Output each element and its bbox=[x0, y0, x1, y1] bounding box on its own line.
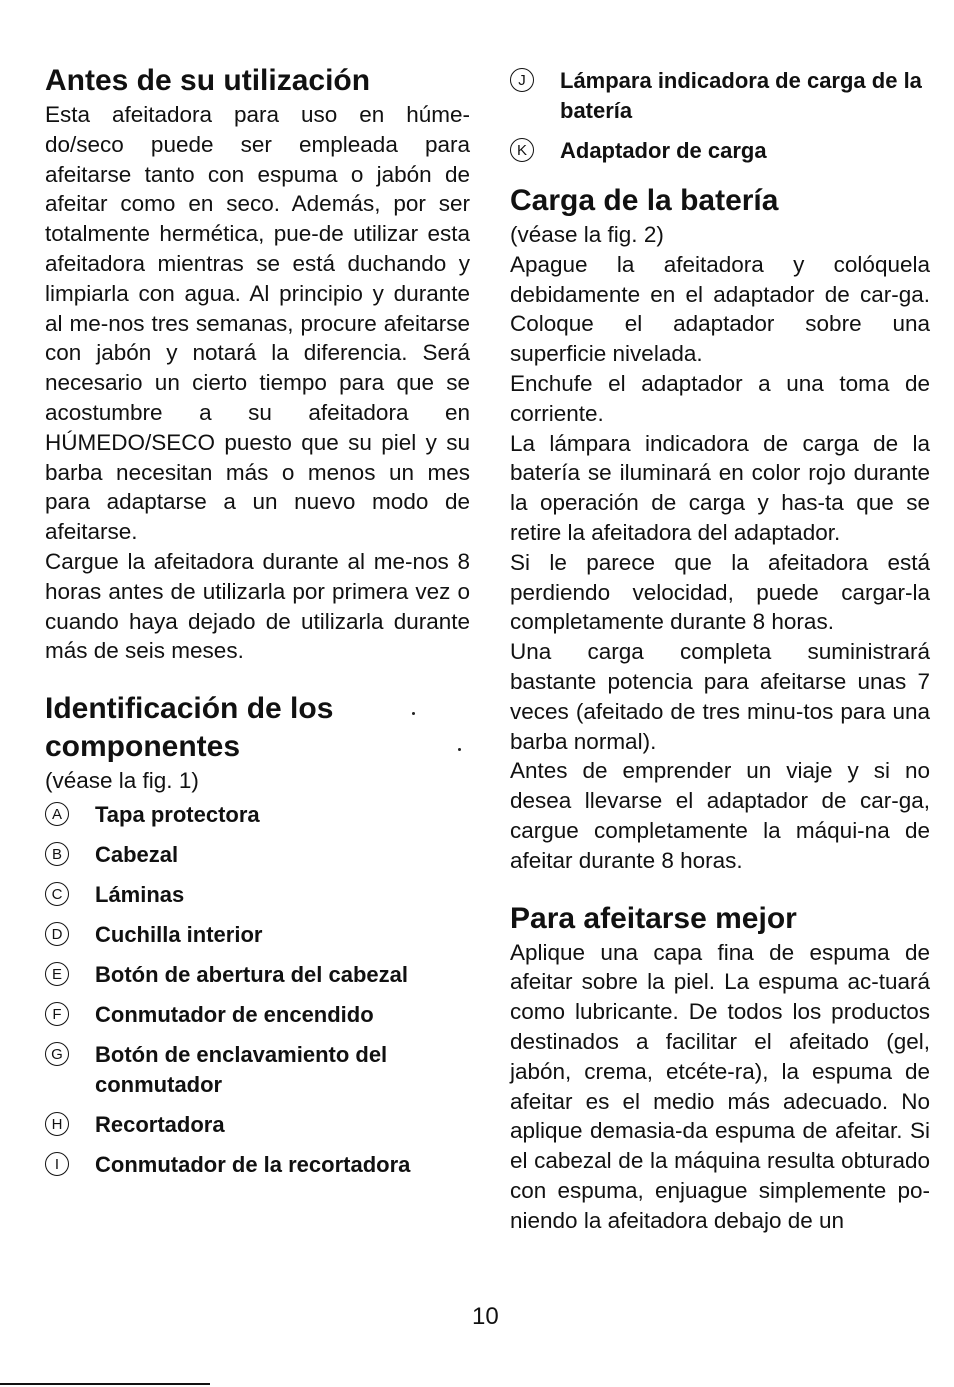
circled-letter-k: K bbox=[510, 138, 534, 162]
circled-letter-c: C bbox=[45, 882, 69, 906]
circled-letter-d: D bbox=[45, 922, 69, 946]
component-label: Cabezal bbox=[95, 841, 179, 867]
component-label: Botón de abertura del cabezal bbox=[95, 961, 408, 987]
footer-rule bbox=[0, 1383, 210, 1385]
component-label: Recortadora bbox=[95, 1111, 225, 1137]
circled-letter-i: I bbox=[45, 1152, 69, 1176]
paragraph-antes-2: Cargue la afeitadora durante al me-nos 8 horas antes de utilizarla por primera vez o cuando haya dejado de utilizarla durante más de seis meses. bbox=[45, 548, 470, 664]
component-item-h bbox=[45, 1110, 470, 1140]
circled-letter-j: J bbox=[510, 68, 534, 92]
figure-reference-1: (véase la fig. 1) bbox=[45, 768, 199, 794]
section-title-antes: Antes de su utilización bbox=[45, 64, 371, 97]
page-number: 10 bbox=[472, 1303, 499, 1330]
component-label: Conmutador de la recortadora bbox=[95, 1151, 411, 1177]
component-label: Lámpara indicadora de carga de la batería bbox=[560, 68, 922, 123]
component-list bbox=[45, 800, 470, 1180]
component-item-k bbox=[510, 136, 930, 166]
paragraph-afeitarse-1: Aplique una capa fina de espuma de afeitar sobre la piel. La espuma ac-tuará como lubricante. De todos los productos destinados a facilitar el afeitado (gel, jabón, crema, etcéte-ra), la espuma de afeitar es el medio más adecuado. No aplique demasia-da espuma de afeitar. Si el cabezal de la máquina resulta obturado con espuma, enjuague simplemente po-niendo la afeitadora debajo de un bbox=[510, 939, 930, 1233]
component-item-g bbox=[45, 1040, 470, 1100]
component-item-i bbox=[45, 1150, 470, 1180]
component-label: Tapa protectora bbox=[95, 801, 260, 827]
component-label: Conmutador de encendido bbox=[95, 1001, 374, 1027]
component-label: Adaptador de carga bbox=[560, 138, 767, 163]
component-list-continued bbox=[510, 66, 930, 166]
circled-letter-a: A bbox=[45, 802, 69, 826]
circled-letter-b: B bbox=[45, 842, 69, 866]
component-item-e bbox=[45, 960, 470, 990]
component-item-a bbox=[45, 800, 470, 830]
circled-letter-g: G bbox=[45, 1042, 69, 1066]
speck bbox=[458, 748, 461, 751]
circled-letter-e: E bbox=[45, 962, 69, 986]
paragraph-carga-6: Antes de emprender un viaje y si no desea llevarse el adaptador de car-ga, cargue completamente la máqui-na de afeitar durante 8 horas. bbox=[510, 758, 930, 873]
speck bbox=[412, 712, 415, 715]
component-item-f bbox=[45, 1000, 470, 1030]
paragraph-carga-5: Una carga completa suministrará bastante potencia para afeitarse unas 7 veces (afeitado de tres minu-tos para una barba normal). bbox=[510, 639, 930, 754]
component-item-b bbox=[45, 840, 470, 870]
paragraph-carga-4: Si le parece que la afeitadora está perdiendo velocidad, puede cargar-la completamente durante 8 horas. bbox=[510, 549, 930, 635]
circled-letter-h: H bbox=[45, 1112, 69, 1136]
component-label: Botón de enclavamiento del conmutador bbox=[95, 1041, 388, 1097]
section-title-carga: Carga de la batería bbox=[510, 184, 779, 217]
figure-reference-2: (véase la fig. 2) bbox=[510, 222, 664, 247]
section-title-identificacion: Identificación de los componentes bbox=[45, 692, 334, 764]
circled-letter-f: F bbox=[45, 1002, 69, 1026]
component-item-j bbox=[510, 66, 930, 126]
component-label: Cuchilla interior bbox=[95, 921, 263, 947]
paragraph-carga-3: La lámpara indicadora de carga de la batería se iluminará en color rojo durante la operación de carga y has-ta que se retire la afeitadora del adaptador. bbox=[510, 430, 930, 545]
left-column bbox=[45, 62, 470, 1190]
component-item-c bbox=[45, 880, 470, 910]
section-title-afeitarse: Para afeitarse mejor bbox=[510, 901, 797, 935]
paragraph-antes-1: Esta afeitadora para uso en húme-do/seco puede ser empleada para afeitarse tanto con espuma o jabón de afeitar como en seco. Además, por ser totalmente hermética, pue-de utilizar esta afeitadora mientras se está duchando y limpiarla con agua. Al principio y durante al me-nos tres semanas, procure afeitarse con jabón y notará la diferencia. Será necesario un cierto tiempo para que se acostumbre a su afeitadora en HÚMEDO/SECO puesto que su piel y su barba necesitan más o menos un mes para adaptarse a un nuevo modo de afeitarse. bbox=[45, 102, 470, 545]
right-column bbox=[510, 62, 930, 1236]
paragraph-carga-2: Enchufe el adaptador a una toma de corriente. bbox=[510, 370, 930, 426]
paragraph-carga-1: Apague la afeitadora y colóquela debidamente en el adaptador de car-ga. Coloque el adaptador sobre una superficie nivelada. bbox=[510, 251, 930, 367]
component-label: Láminas bbox=[95, 881, 185, 907]
component-item-d bbox=[45, 920, 470, 950]
